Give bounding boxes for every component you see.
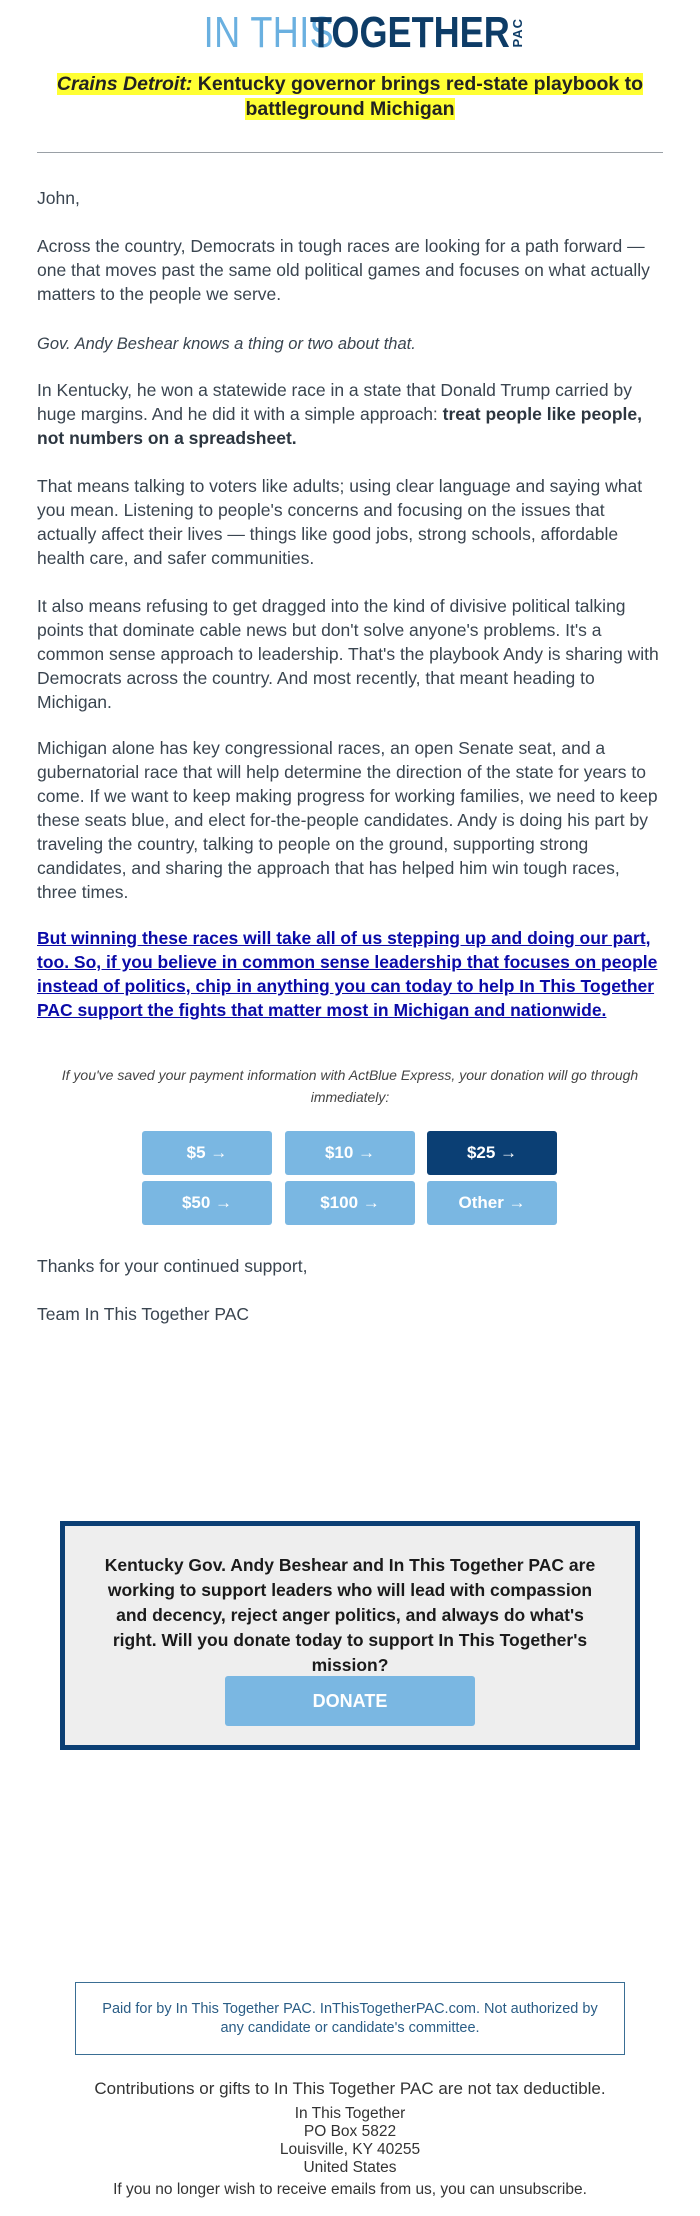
logo-bold-text: TOGETHER bbox=[310, 8, 511, 57]
tax-note: Contributions or gifts to In This Together PAC are not tax deductible. bbox=[94, 2079, 606, 2098]
closing-signature: Team In This Together PAC bbox=[37, 1304, 250, 1324]
closing-thanks: Thanks for your continued support, bbox=[37, 1256, 308, 1276]
paragraph-5: It also means refusing to get dragged into the kind of divisive political talking points that dominate cable news but don't solve anyone's problems. It's a common sense approach to leadership. That's the playbook Andy is sharing with Democrats across the country. And most recently, that meant heading to Michigan. bbox=[37, 596, 659, 712]
donate-50-button[interactable]: $50 → bbox=[142, 1181, 272, 1225]
paragraph-3 bbox=[37, 378, 663, 450]
address-po-box: PO Box 5822 bbox=[303, 2123, 397, 2140]
headline[interactable] bbox=[40, 72, 660, 122]
logo bbox=[0, 10, 700, 56]
donate-100-button[interactable]: $100 → bbox=[285, 1181, 415, 1225]
address-city: Louisville, KY 40255 bbox=[279, 2141, 421, 2158]
logo-pac-text: PAC bbox=[509, 18, 525, 48]
paragraph-3-text: In Kentucky, he won a statewide race in a state that Donald Trump carried by huge margins. And he did it with a simple approach: bbox=[37, 380, 632, 424]
unsubscribe-post: . bbox=[582, 2181, 587, 2198]
donate-25-button[interactable]: $25 → bbox=[427, 1131, 557, 1175]
paragraph-6: Michigan alone has key congressional races, an open Senate seat, and a gubernatorial race that will help determine the direction of the state for years to come. If we want to keep making progress for working families, we need to keep these seats blue, and elect for-the-people candidates. Andy is doing his part by traveling the country, talking to people on the ground, supporting strong candidates, and sharing the approach that has helped him win tough races, three times. bbox=[37, 738, 658, 902]
donate-5-button[interactable]: $5 → bbox=[142, 1131, 272, 1175]
mission-text: Kentucky Gov. Andy Beshear and In This Together PAC are working to support leaders who will lead with compassion and decency, reject anger politics, and always do what's right. Will you donate today to support In This Together's mission? bbox=[104, 1555, 596, 1675]
unsubscribe-link[interactable]: unsubscribe bbox=[499, 2181, 583, 2198]
logo-light-text: IN THIS bbox=[203, 8, 335, 57]
actblue-express-note: If you've saved your payment information with ActBlue Express, your donation will go through immediately: bbox=[61, 1067, 639, 1105]
unsubscribe-pre: If you no longer wish to receive emails from us, you can bbox=[113, 2181, 500, 2198]
divider bbox=[37, 152, 663, 153]
unsubscribe-line bbox=[0, 2181, 700, 2199]
paragraph-1: Across the country, Democrats in tough races are looking for a path forward — one that moves past the same old political games and focuses on what actually matters to the people we serve. bbox=[37, 236, 650, 304]
headline-source: Crains Detroit: bbox=[56, 73, 193, 95]
donate-button[interactable]: DONATE bbox=[225, 1676, 475, 1726]
paragraph-3-bold: treat people like people, not numbers on a spreadsheet. bbox=[37, 404, 643, 448]
mission-box bbox=[60, 1521, 640, 1750]
donate-link[interactable]: But winning these races will take all of us stepping up and doing our part, too. So, if you believe in common sense leadership that focuses on people instead of politics, chip in anything you can today to help In This Together PAC support the fights that matter most in Michigan and nationwide. bbox=[37, 928, 658, 1020]
donate-other-button[interactable]: Other → bbox=[427, 1181, 557, 1225]
paragraph-4: That means talking to voters like adults; using clear language and saying what you mean. Listening to people's concerns and focusing on the issues that actually affect their lives — things like good jobs, strong schools, affordable health care, and safer communities. bbox=[37, 476, 643, 568]
address-country: United States bbox=[303, 2159, 397, 2176]
salutation: John, bbox=[37, 188, 80, 208]
paid-for-text: Paid for by In This Together PAC. InThisTogetherPAC.com. Not authorized by any candidate or candidate's committee. bbox=[102, 2000, 598, 2036]
address-name: In This Together bbox=[294, 2105, 406, 2122]
paragraph-2: Gov. Andy Beshear knows a thing or two about that. bbox=[37, 335, 416, 353]
paid-for-disclaimer bbox=[75, 1982, 625, 2055]
headline-text: Kentucky governor brings red-state playbook to battleground Michigan bbox=[192, 73, 644, 120]
donate-10-button[interactable]: $10 → bbox=[285, 1131, 415, 1175]
